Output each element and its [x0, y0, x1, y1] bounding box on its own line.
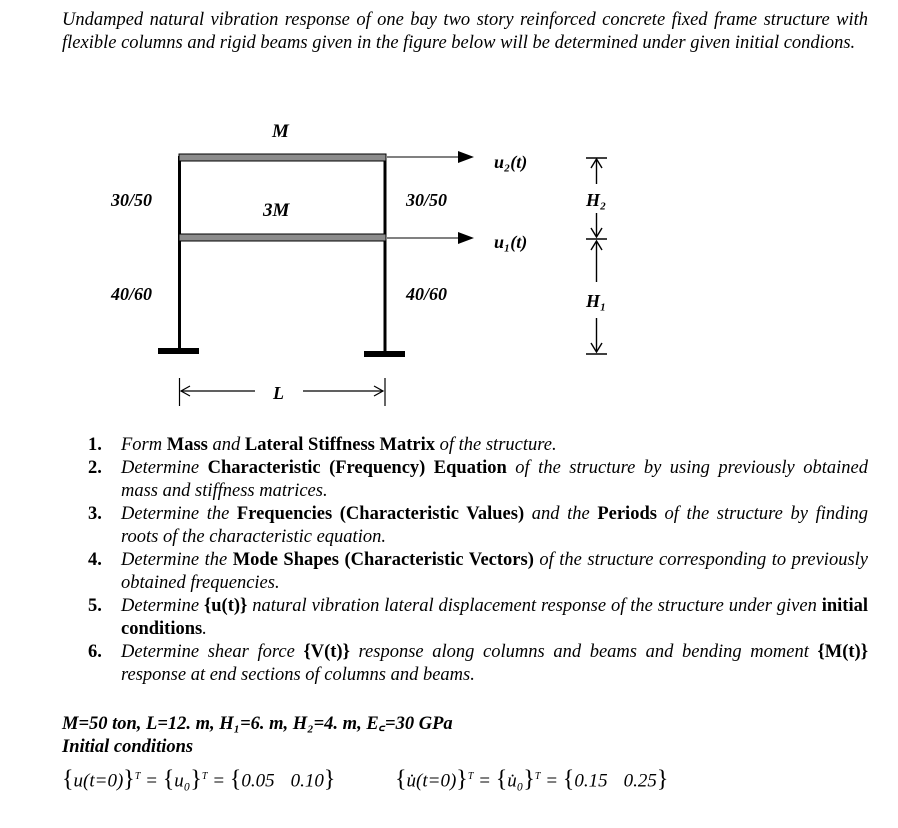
- displacement-arrow-top: [387, 151, 474, 163]
- task-number: 2 .: [88, 457, 102, 480]
- task-number: 6 .: [88, 641, 102, 664]
- task-text: of the structure by finding roots of the characteristic equation.: [121, 504, 868, 547]
- task-number: 4 .: [88, 549, 102, 572]
- eq-disp-v2: 0.10: [290, 770, 324, 792]
- label-col-lower-right: 40/60: [406, 284, 448, 304]
- task-text: Frequencies (Characteristic Values): [236, 504, 525, 524]
- label-height-bottom: H₁: [586, 291, 607, 311]
- task-text: Determine the: [121, 504, 237, 524]
- problem-intro: Undamped natural vibration response of one bay two story reinforced concrete fixed frame structure with flexible columns and rigid beams given in the figure below will be determined under given initial condions.: [62, 10, 868, 53]
- task-item: [88, 457, 868, 503]
- eq-disp-v1: 0.05: [241, 770, 275, 792]
- task-text: {u(t)}: [203, 596, 248, 616]
- initial-displacement-equation: $\{u(t=0)\}^T = \{u_0\}^T = \{0.05$ 0.10}: [62, 766, 336, 793]
- label-mass-middle: 3M: [263, 200, 290, 221]
- label-span: L: [273, 383, 284, 403]
- eq-disp-sup1: T: [134, 771, 141, 782]
- eq-vel-lhs: u̇(t=0): [406, 770, 457, 792]
- label-disp-top: u₂(t): [494, 152, 528, 172]
- eq-disp-mid: u₀: [174, 770, 191, 792]
- task-text: {V(t)}: [303, 642, 350, 662]
- eq-vel-mid: u̇₀: [507, 770, 524, 792]
- task-text: Form: [121, 435, 167, 455]
- task-text: and the: [524, 504, 598, 524]
- task-item: [88, 434, 868, 457]
- eq-vel-sup2: T: [534, 771, 541, 782]
- eq-disp-sup2: T: [201, 771, 208, 782]
- eq-disp-lhs: u(t=0): [73, 770, 124, 792]
- task-text: Mass: [166, 435, 208, 455]
- task-text: Characteristic (Frequency) Equation: [207, 458, 507, 478]
- task-text: Determine: [121, 596, 204, 616]
- displacement-arrow-middle: [387, 232, 474, 244]
- task-number: 3 .: [88, 503, 102, 526]
- middle-beam: [179, 234, 386, 241]
- task-text: initial conditions: [121, 596, 868, 639]
- task-number: 5 .: [88, 595, 102, 618]
- label-disp-middle: u₁(t): [494, 232, 528, 252]
- task-text: natural vibration lateral displacement response of the structure under given: [247, 596, 822, 616]
- task-item: [88, 641, 868, 687]
- right-support: [364, 351, 405, 357]
- task-text: {M(t)}: [817, 642, 868, 662]
- eq-vel-v1: 0.15: [574, 770, 608, 792]
- initial-velocity-equation: {u̇(t=0)}$^T$ = {u̇₀}$^T$ = {0.15 0.25}: [395, 766, 669, 793]
- label-col-upper-left: 30/50: [111, 190, 153, 210]
- task-text: and: [207, 435, 245, 455]
- eq-vel-v2: 0.25: [623, 770, 657, 792]
- task-text: .: [202, 619, 207, 639]
- parameters-line: M=50 ton, L=12. m, H₁=6. m, H₂=4. m, E꜀=30 GPa: [62, 714, 453, 734]
- task-text: Mode Shapes (Characteristic Vectors): [232, 550, 534, 570]
- task-item: [88, 549, 868, 595]
- task-text: of the structure.: [434, 435, 557, 455]
- task-list: [88, 434, 868, 687]
- label-col-lower-left: 40/60: [111, 284, 153, 304]
- task-item: [88, 595, 868, 641]
- task-text: response along columns and beams and bending moment: [349, 642, 818, 662]
- label-mass-top: M: [272, 121, 289, 142]
- task-text: Determine the: [121, 550, 233, 570]
- left-support: [158, 348, 199, 354]
- task-text: Lateral Stiffness Matrix: [244, 435, 435, 455]
- task-text: Periods: [597, 504, 657, 524]
- task-text: Determine shear force: [121, 642, 304, 662]
- task-text: of the structure corresponding to previously obtained frequencies.: [121, 550, 868, 593]
- label-height-top: H₂: [586, 190, 607, 210]
- eq-vel-sup1: T: [467, 771, 474, 782]
- label-col-upper-right: 30/50: [406, 190, 448, 210]
- height-dimension: [586, 158, 607, 354]
- task-text: response at end sections of columns and beams.: [121, 665, 475, 685]
- task-text: Determine: [121, 458, 208, 478]
- initial-conditions-title: Initial conditions: [62, 737, 194, 757]
- task-text: of the structure by using previously obtained mass and stiffness matrices.: [121, 458, 868, 501]
- top-beam: [179, 154, 386, 161]
- task-number: 1 .: [88, 434, 102, 457]
- task-item: [88, 503, 868, 549]
